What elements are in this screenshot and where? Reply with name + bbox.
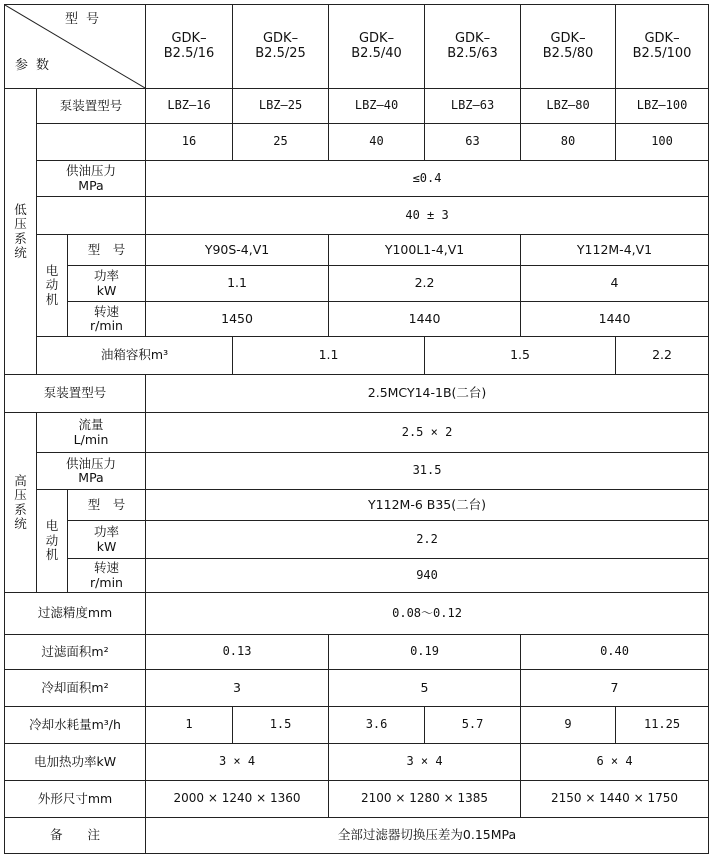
heater-row (5, 744, 709, 781)
high-motor-model-value: Y112M-6 B35(二台) (146, 490, 709, 521)
dims-row (5, 781, 709, 818)
high-motor-speed-value: 940 (146, 559, 709, 593)
low-pump-value: LBZ–80 (521, 89, 616, 124)
high-motor-speed-label: 转速 r/min (68, 559, 146, 593)
tank-row (5, 337, 709, 375)
low-motor-model-value: Y90S-4,V1 (146, 235, 329, 266)
low-pump-value: LBZ–40 (329, 89, 425, 124)
model-header (233, 5, 329, 89)
high-pump-row (5, 375, 709, 413)
high-pump-label: 泵装置型号 (5, 375, 146, 413)
filter-area-value: 0.19 (329, 635, 521, 670)
high-motor-power-value: 2.2 (146, 521, 709, 559)
model-header-line1: GDK– (644, 30, 680, 46)
model-header (329, 5, 425, 89)
spec-table (4, 4, 709, 854)
low-flow-value: 100 (616, 124, 709, 161)
remark-label: 备 注 (5, 818, 146, 854)
model-header-line2: B2.5/63 (447, 45, 498, 61)
tank-value: 1.5 (425, 337, 616, 375)
low-pump-label: 泵装置型号 (37, 89, 146, 124)
tank-label: 油箱容积m³ (37, 337, 233, 375)
low-flow-value: 63 (425, 124, 521, 161)
high-motor-speed-row (5, 559, 709, 593)
low-motor-speed-value: 1440 (329, 302, 521, 337)
low-motor-model-label: 型 号 (68, 235, 146, 266)
low-motor-power-label: 功率 kW (68, 266, 146, 302)
cool-area-value: 7 (521, 670, 709, 707)
water-value: 3.6 (329, 707, 425, 744)
high-motor-power-label: 功率 kW (68, 521, 146, 559)
low-flow-value: 16 (146, 124, 233, 161)
model-header-line1: GDK– (358, 30, 395, 46)
high-motor-label: 电 动 机 (37, 490, 68, 593)
dims-label: 外形尺寸mm (5, 781, 146, 818)
low-motor-speed-label: 转速 r/min (68, 302, 146, 337)
cool-area-label: 冷却面积m² (5, 670, 146, 707)
remark-row (5, 818, 709, 854)
high-flow-label: 流量 L/min (37, 413, 146, 453)
high-motor-model-label: 型 号 (68, 490, 146, 521)
water-value: 1 (146, 707, 233, 744)
high-flow-value: 2.5 × 2 (146, 413, 709, 453)
low-motor-speed-value: 1450 (146, 302, 329, 337)
model-header-line2: B2.5/100 (632, 45, 692, 61)
filter-area-row (5, 635, 709, 670)
model-header-line1: GDK– (454, 30, 491, 46)
tank-value: 2.2 (616, 337, 709, 375)
model-header-line1: GDK– (171, 30, 207, 46)
corner-param-label: 参数 (15, 58, 58, 74)
low-motor-speed-row (5, 302, 709, 337)
model-header-line1: GDK– (262, 30, 299, 46)
high-pressure-label: 供油压力 MPa (37, 453, 146, 490)
high-pressure-row (5, 453, 709, 490)
low-temp-label-cell (37, 197, 146, 235)
filter-area-label: 过滤面积m² (5, 635, 146, 670)
model-header-line2: B2.5/16 (163, 45, 215, 61)
low-motor-power-value: 4 (521, 266, 709, 302)
remark-value: 全部过滤器切换压差为0.15MPa (146, 818, 709, 854)
low-flow-value: 80 (521, 124, 616, 161)
low-flow-label-cell (37, 124, 146, 161)
heater-value: 3 × 4 (146, 744, 329, 781)
filter-precision-label: 过滤精度mm (5, 593, 146, 635)
corner-cell (5, 5, 146, 89)
filter-precision-value: 0.08～0.12 (146, 593, 709, 635)
cool-area-row (5, 670, 709, 707)
model-header-line2: B2.5/25 (255, 45, 306, 61)
corner-model-label: 型号 (65, 12, 108, 27)
model-header (425, 5, 521, 89)
high-pressure-value: 31.5 (146, 453, 709, 490)
model-header (616, 5, 709, 89)
low-pump-row (5, 89, 709, 124)
header-row (5, 5, 709, 89)
low-flow-value: 40 (329, 124, 425, 161)
water-value: 9 (521, 707, 616, 744)
low-pump-value: LBZ–63 (425, 89, 521, 124)
water-label: 冷却水耗量m³/h (5, 707, 146, 744)
low-motor-model-row (5, 235, 709, 266)
dims-value: 2150 × 1440 × 1750 (521, 781, 709, 818)
model-header-line2: B2.5/80 (542, 45, 594, 61)
model-header (146, 5, 233, 89)
high-motor-power-row (5, 521, 709, 559)
low-motor-power-value: 1.1 (146, 266, 329, 302)
low-temp-row (5, 197, 709, 235)
cool-area-value: 3 (146, 670, 329, 707)
low-pump-value: LBZ–25 (233, 89, 329, 124)
heater-value: 6 × 4 (521, 744, 709, 781)
low-system-label: 低 压 系 统 (5, 89, 37, 375)
water-value: 1.5 (233, 707, 329, 744)
high-motor-model-row (5, 490, 709, 521)
tank-value: 1.1 (233, 337, 425, 375)
water-value: 11.25 (616, 707, 709, 744)
low-motor-speed-value: 1440 (521, 302, 709, 337)
low-pressure-row (5, 161, 709, 197)
dims-value: 2100 × 1280 × 1385 (329, 781, 521, 818)
low-pressure-value: ≤0.4 (146, 161, 709, 197)
model-header-line2: B2.5/40 (351, 45, 402, 61)
cool-area-value: 5 (329, 670, 521, 707)
filter-area-value: 0.13 (146, 635, 329, 670)
low-motor-power-row (5, 266, 709, 302)
low-motor-power-value: 2.2 (329, 266, 521, 302)
dims-value: 2000 × 1240 × 1360 (146, 781, 329, 818)
low-motor-label: 电 动 机 (37, 235, 68, 337)
water-row (5, 707, 709, 744)
low-pump-value: LBZ–100 (616, 89, 709, 124)
low-temp-value: 40 ± 3 (146, 197, 709, 235)
heater-value: 3 × 4 (329, 744, 521, 781)
low-flow-row (5, 124, 709, 161)
filter-precision-row (5, 593, 709, 635)
model-header (521, 5, 616, 89)
low-flow-value: 25 (233, 124, 329, 161)
low-motor-model-value: Y112M-4,V1 (521, 235, 709, 266)
high-flow-row (5, 413, 709, 453)
filter-area-value: 0.40 (521, 635, 709, 670)
low-motor-model-value: Y100L1-4,V1 (329, 235, 521, 266)
low-pump-value: LBZ–16 (146, 89, 233, 124)
water-value: 5.7 (425, 707, 521, 744)
low-pressure-label: 供油压力 MPa (37, 161, 146, 197)
high-pump-value: 2.5MCY14-1B(二台) (146, 375, 709, 413)
model-header-line1: GDK– (550, 30, 586, 46)
heater-label: 电加热功率kW (5, 744, 146, 781)
high-system-label: 高 压 系 统 (5, 413, 37, 593)
